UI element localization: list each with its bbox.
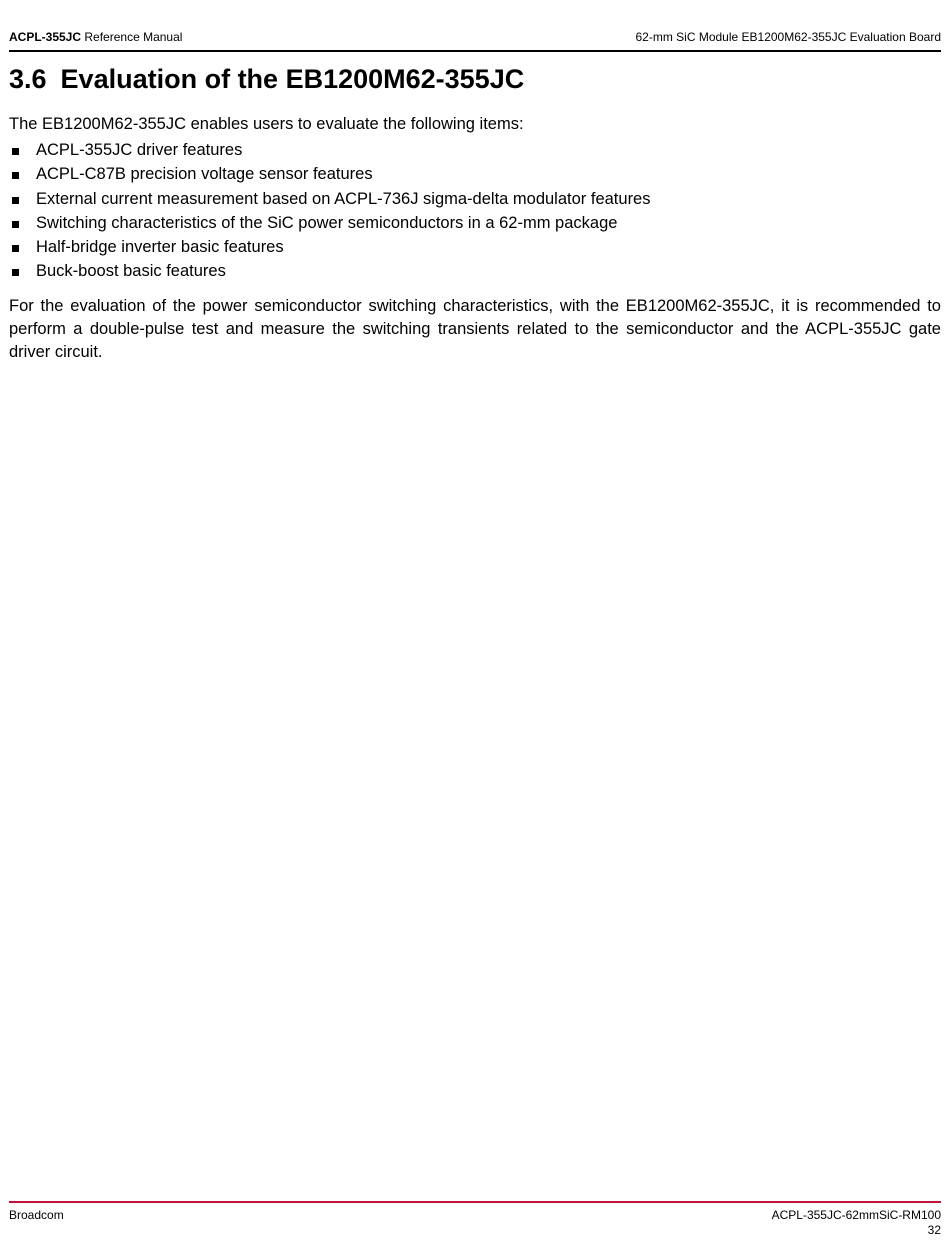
list-item	[9, 235, 651, 259]
list-item-text: ACPL-355JC driver features	[36, 141, 243, 159]
square-bullet-icon	[12, 197, 19, 204]
header-doc-title	[9, 29, 182, 45]
list-item	[9, 138, 651, 162]
header-divider	[9, 50, 941, 52]
footer-page-number: 32	[927, 1223, 941, 1237]
feature-list	[9, 138, 651, 284]
body-paragraph: For the evaluation of the power semiconductor switching characteristics, with the EB1200M62-355JC, it is recommended to perform a double-pulse test and measure the switching transients related to the semiconductor and the ACPL-355JC gate driver circuit.	[9, 297, 941, 361]
intro-paragraph: The EB1200M62-355JC enables users to evaluate the following items:	[9, 115, 524, 133]
list-item-text: ACPL-C87B precision voltage sensor features	[36, 165, 373, 184]
page-header	[9, 29, 941, 45]
section-title-text: Evaluation of the EB1200M62-355JC	[60, 64, 525, 94]
footer-doc-id: ACPL-355JC-62mmSiC-RM100	[771, 1208, 941, 1222]
footer-divider	[9, 1201, 941, 1203]
list-item-text: External current measurement based on ACPL-736J sigma-delta modulator features	[36, 189, 651, 208]
square-bullet-icon	[12, 245, 19, 252]
header-product-name: ACPL-355JC	[9, 30, 82, 44]
list-item	[9, 187, 651, 211]
footer-doc-info	[772, 1208, 941, 1238]
square-bullet-icon	[12, 148, 19, 155]
list-item-text: Switching characteristics of the SiC power semiconductors in a 62-mm package	[36, 213, 618, 232]
section-heading	[9, 60, 524, 98]
list-item	[9, 162, 651, 186]
footer-company: Broadcom	[9, 1208, 64, 1222]
header-board-title: 62-mm SiC Module EB1200M62-355JC Evaluation Board	[635, 30, 941, 44]
list-item-text: Half-bridge inverter basic features	[36, 238, 284, 257]
list-item	[9, 211, 651, 235]
section-number: 3.6	[9, 64, 47, 94]
header-doc-type: Reference Manual	[84, 30, 183, 44]
square-bullet-icon	[12, 221, 19, 228]
square-bullet-icon	[12, 172, 19, 179]
square-bullet-icon	[12, 269, 19, 276]
list-item-text: Buck-boost basic features	[36, 262, 226, 281]
list-item	[9, 259, 651, 283]
